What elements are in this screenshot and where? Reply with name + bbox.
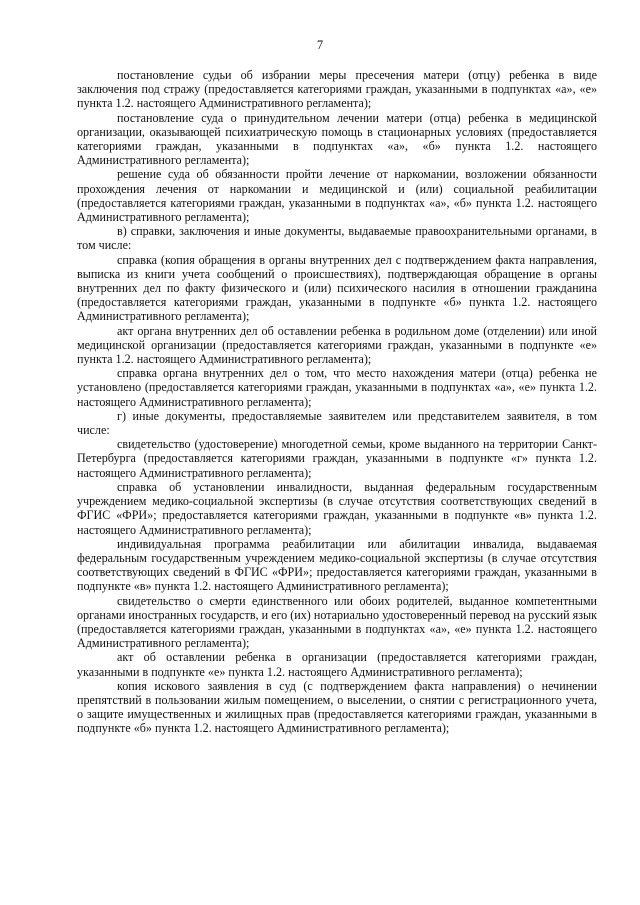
page-number: 7	[316, 38, 324, 52]
paragraph-abandonment-act: акт органа внутренних дел об оставлении ребенка в родильном доме (отделении) или иной медицинской организации (предоставляется категориями граждан, указанными в подпункте «е» пункта 1.2. настоящего Административного регламента);	[77, 323, 597, 367]
paragraph-organization-abandonment-act: акт об оставлении ребенка в организации (предоставляется категориями граждан, указанными в подпункте «е» пункта 1.2. настоящего Административного регламента);	[77, 650, 597, 679]
paragraph-court-detention: постановление судьи об избрании меры пресечения матери (отцу) ребенка в виде заключения под стражу (предоставляется категориями граждан, указанными в подпунктах «а», «е» пункта 1.2. настоящего Административного регламента);	[77, 68, 597, 111]
paragraph-rehabilitation-program: индивидуальная программа реабилитации или абилитации инвалида, выдаваемая федеральным государственным учреждением медико-социальной экспертизы (в случае отсутствия соответствующих сведений в ФГИС «ФРИ»; предоставляется категориями граждан, указанными в подпункте «в» пункта 1.2. настоящего Административного регламента);	[77, 536, 597, 594]
document-body	[77, 68, 597, 736]
paragraph-disability-certificate: справка об установлении инвалидности, выданная федеральным государственным учреждением медико-социальной экспертизы (в случае отсутствия соответствующих сведений в ФГИС «ФРИ»; предоставляется категориями граждан, указанными в подпункте «в» пункта 1.2. настоящего Административного регламента);	[77, 479, 597, 537]
paragraph-death-certificate-foreign: свидетельство о смерти единственного или обоих родителей, выданное компетентными органами иностранных государств, и его (их) нотариально удостоверенный перевод на русский язык (предоставляется категориями граждан, указанными в подпунктах «а», «е» пункта 1.2. настоящего Административного регламента);	[77, 593, 597, 651]
paragraph-lawsuit-copy: копия искового заявления в суд (с подтверждением факта направления) о нечинении препятствий в пользовании жилым помещением, о выселении, о снятии с регистрационного учета, о защите имущественных и жилищных прав (предоставляется категориями граждан, указанными в подпункте «б» пункта 1.2. настоящего Административного регламента);	[77, 678, 597, 736]
paragraph-other-documents-heading: г) иные документы, предоставляемые заявителем или представителем заявителя, в том числе:	[77, 408, 597, 438]
paragraph-court-psychiatric-treatment: постановление суда о принудительном лечении матери (отца) ребенка в медицинской организации, оказывающей психиатрическую помощь в стационарных условиях (предоставляется категориями граждан, указанными в подпунктах «а», «б» пункта 1.2. настоящего Административного регламента);	[77, 110, 597, 168]
paragraph-large-family-certificate: свидетельство (удостоверение) многодетной семьи, кроме выданного на территории Санкт-Петербурга (предоставляется категориями граждан, указанными в подпункте «г» пункта 1.2. настоящего Административного регламента);	[77, 437, 597, 480]
paragraph-parent-location-unknown: справка органа внутренних дел о том, что место нахождения матери (отца) ребенка не установлено (предоставляется категориями граждан, указанными в подпунктах «а», «е» пункта 1.2. настоящего Административного регламента);	[77, 366, 597, 409]
paragraph-police-certificate: справка (копия обращения в органы внутренних дел с подтверждением факта направления, выписка из книги учета сообщений о происшествиях), подтверждающая обращение в органы внутренних дел по факту физического и (или) психического насилия в отношении гражданина (предоставляется категориями граждан, указанными в подпункте «б» пункта 1.2. настоящего Административного регламента);	[77, 252, 597, 324]
paragraph-court-drug-treatment: решение суда об обязанности пройти лечение от наркомании, возложении обязанности прохождения лечения от наркомании и медицинской и (или) социальной реабилитации (предоставляется категориями граждан, указанными в подпунктах «а», «б» пункта 1.2. настоящего Административного регламента);	[77, 167, 597, 225]
paragraph-law-enforcement-heading: в) справки, заключения и иные документы, выдаваемые правоохранительными органами, в том числе:	[77, 224, 597, 253]
